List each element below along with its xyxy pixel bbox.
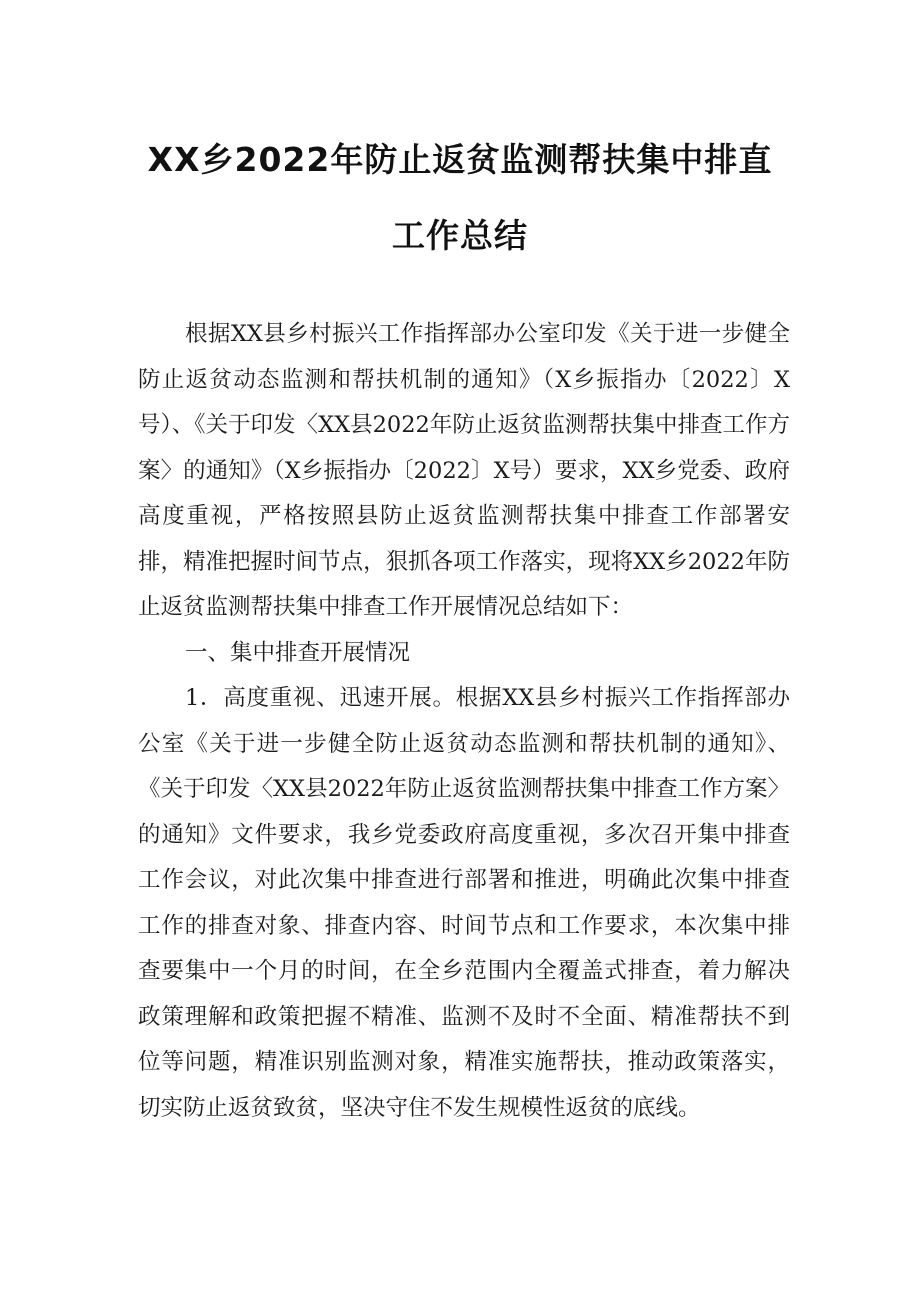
document-title-line-2: 工作总结 (392, 216, 528, 255)
section-heading: 一、集中排查开展情况 (185, 639, 411, 666)
intro-paragraph: 根据XX县乡村振兴工作指挥部办公室印发《关于进一步健全防止返贫动态监测和帮扶机制的通知》（X乡振指办〔2022〕X号）、《关于印发〈XX县2022年防止返贫监测帮扶集中排查工作方案〉的通知》（X乡振指办〔2022〕X号）要求，XX乡党委、政府高度重视，严格按照县防止返贫监测帮扶集中排查工作部署安排，精准把握时间节点，狠抓各项工作落实，现将XX乡2022年防止返贫监测帮扶集中排查工作开展情况总结如下： (138, 321, 790, 620)
document-body (138, 312, 790, 1131)
document-title-line-1: XX乡2022年防止返贫监测帮扶集中排直 (147, 140, 773, 179)
body-paragraph: 1．高度重视、迅速开展。根据XX县乡村振兴工作指挥部办公室《关于进一步健全防止返贫动态监测和帮扶机制的通知》、《关于印发〈XX县2022年防止返贫监测帮扶集中排查工作方案〉的通知》文件要求，我乡党委政府高度重视，多次召开集中排查工作会议，对此次集中排查进行部署和推进，明确此次集中排查工作的排查对象、排查内容、时间节点和工作要求，本次集中排查要集中一个月的时间，在全乡范围内全覆盖式排查，着力解决政策理解和政策把握不精准、监测不及时不全面、精准帮扶不到位等问题，精准识别监测对象，精准实施帮扶，推动政策落实，切实防止返贫致贫，坚决守住不发生规模性返贫的底线。 (138, 685, 790, 1121)
